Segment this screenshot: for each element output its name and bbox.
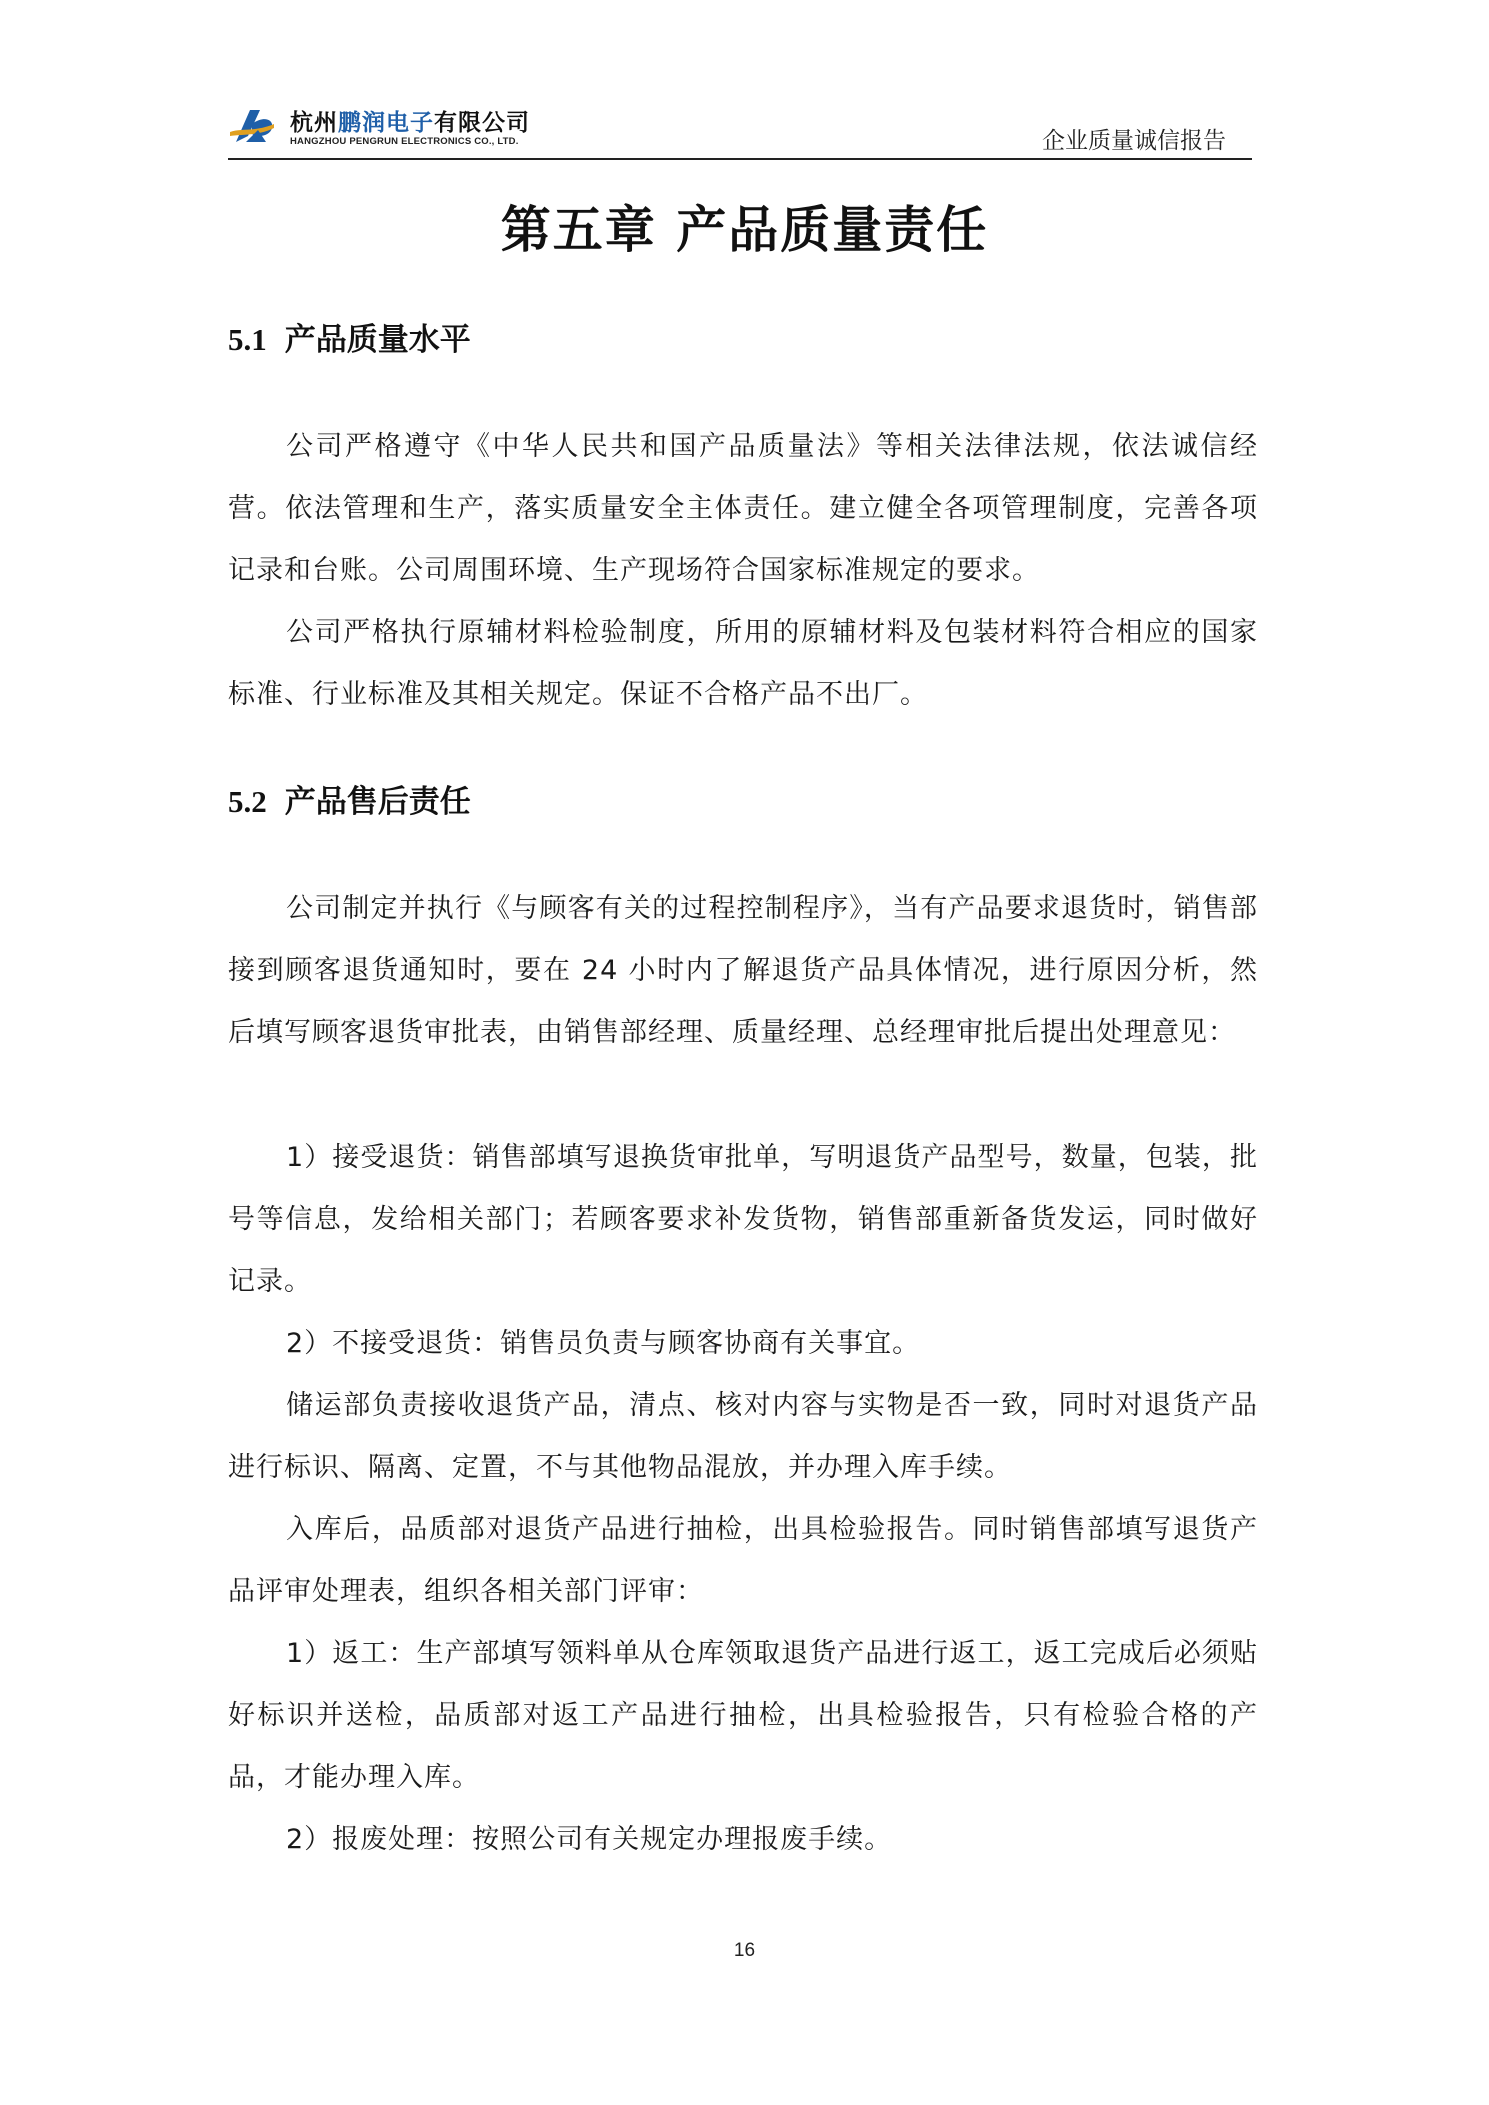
section-title-5-1 [228,314,471,359]
section-number: 5.1 [228,322,267,357]
section-heading: 产品质量水平 [284,322,471,358]
company-logo-icon [228,102,278,148]
list-item: 2）不接受退货：销售员负责与顾客协商有关事宜。 [286,1328,921,1359]
paragraph: 入库后，品质部对退货产品进行抽检，出具检验报告。同时销售部填写退货产品评审处理表，组织各相关部门评审： [228,1514,1258,1607]
company-name-suffix: 有限公司 [434,110,530,136]
page-header [228,100,1252,160]
paragraph: 公司严格执行原辅材料检验制度，所用的原辅材料及包装材料符合相应的国家标准、行业标准及其相关规定。保证不合格产品不出厂。 [228,617,1258,710]
list-item: 2）报废处理：按照公司有关规定办理报废手续。 [286,1824,893,1855]
section-number: 5.2 [228,784,267,819]
chapter-title: 第五章 产品质量责任 [500,201,989,259]
paragraph: 公司严格遵守《中华人民共和国产品质量法》等相关法律法规，依法诚信经营。依法管理和生产，落实质量安全主体责任。建立健全各项管理制度，完善各项记录和台账。公司周围环境、生产现场符合国家标准规定的要求。 [228,431,1258,586]
page-number: 16 [733,1940,756,1961]
company-name-en: HANGZHOU PENGRUN ELECTRONICS CO., LTD. [290,136,519,147]
company-name-cn [290,104,530,137]
paragraph: 公司制定并执行《与顾客有关的过程控制程序》，当有产品要求退货时，销售部接到顾客退货通知时，要在 24 小时内了解退货产品具体情况，进行原因分析，然后填写顾客退货审批表，由销售部经理、质量经理、总经理审批后提出处理意见： [228,893,1258,1048]
section-title-5-2 [228,776,471,821]
company-name-accent: 鹏润电子 [338,110,434,136]
list-item: 1）接受退货：销售部填写退换货审批单，写明退货产品型号，数量，包装，批号等信息，发给相关部门；若顾客要求补发货物，销售部重新备货发运，同时做好记录。 [228,1142,1258,1297]
report-label: 企业质量诚信报告 [1042,128,1226,154]
list-item: 1）返工：生产部填写领料单从仓库领取退货产品进行返工，返工完成后必须贴好标识并送检，品质部对返工产品进行抽检，出具检验报告，只有检验合格的产品，才能办理入库。 [228,1638,1258,1793]
section-heading: 产品售后责任 [284,784,471,820]
paragraph: 储运部负责接收退货产品，清点、核对内容与实物是否一致，同时对退货产品进行标识、隔离、定置，不与其他物品混放，并办理入库手续。 [228,1390,1258,1483]
company-name-prefix: 杭州 [290,110,338,136]
